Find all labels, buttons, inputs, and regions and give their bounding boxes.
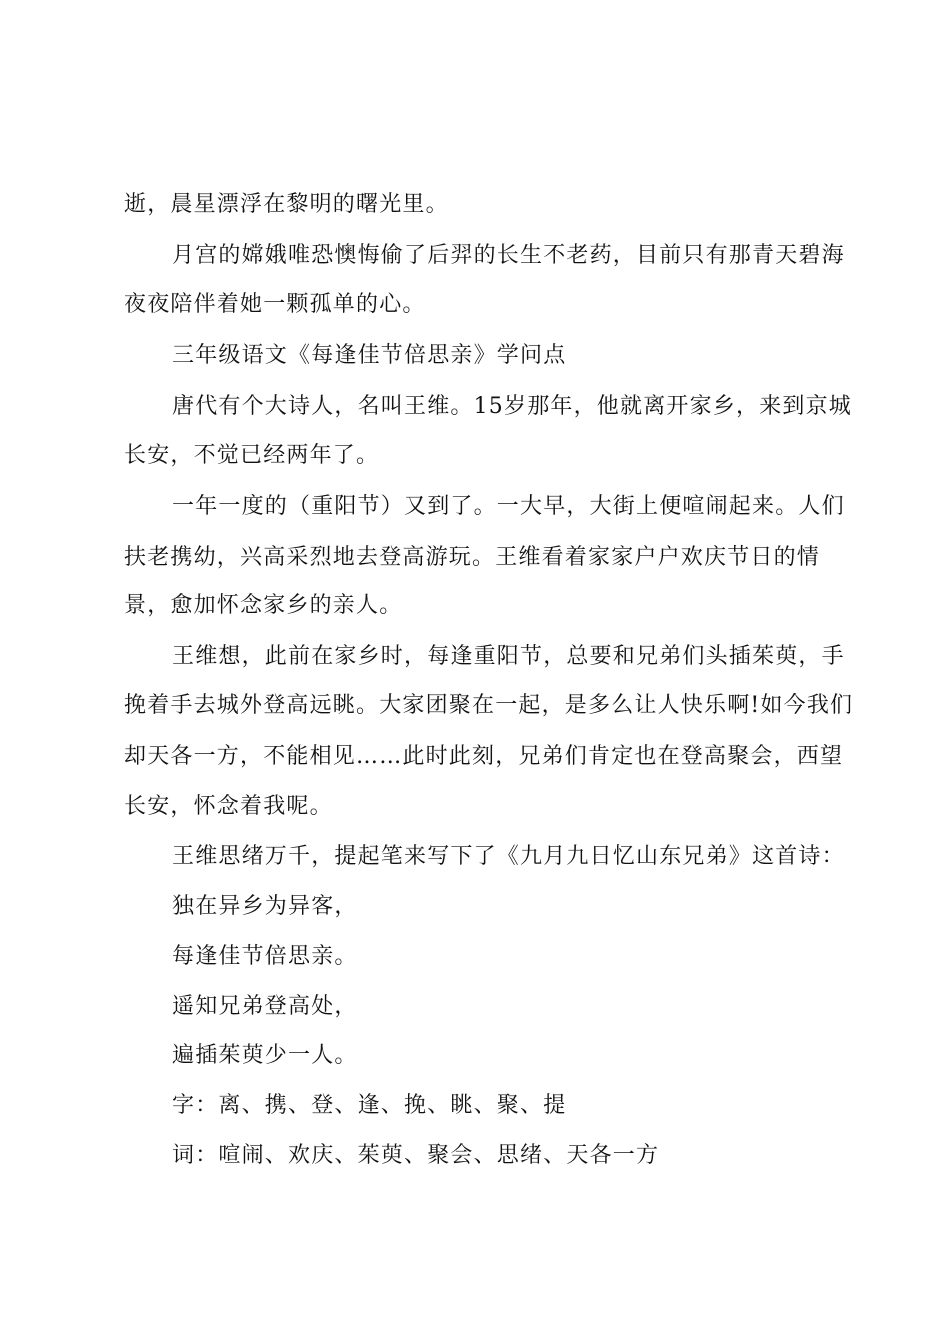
poem-line-3: 遥知兄弟登高处， [172,994,358,1019]
text-line-2: 月宫的嫦娥唯恐懊悔偷了后羿的长生不老药，目前只有那青天碧海 [172,243,845,268]
poem-line-4: 遍插茱萸少一人。 [172,1043,358,1068]
poem-line-2: 每逢佳节倍思亲。 [172,944,358,969]
section-heading: 三年级语文《每逢佳节倍思亲》学问点 [172,343,567,368]
text-line-12: 却天各一方，不能相见……此时此刻，兄弟们肯定也在登高聚会，西望 [124,744,844,769]
words-list: 词：喧闹、欢庆、茱萸、聚会、思绪、天各一方 [172,1143,660,1168]
text-line-9: 景，愈加怀念家乡的亲人。 [124,593,403,618]
text-line-10: 王维想，此前在家乡时，每逢重阳节，总要和兄弟们头插茱萸，手 [172,644,845,669]
text-line-6: 长安，不觉已经两年了。 [124,443,380,468]
text-line-14: 王维思绪万千，提起笔来写下了《九月九日忆山东兄弟》这首诗： [172,844,845,869]
text-line-5: 唐代有个大诗人，名叫王维。15岁那年，他就离开家乡，来到京城 [172,394,852,419]
text-line-13: 长安，怀念着我呢。 [124,794,333,819]
text-line-1: 逝，晨星漂浮在黎明的曙光里。 [124,192,449,217]
characters-list: 字：离、携、登、逢、挽、眺、聚、提 [172,1093,567,1118]
text-line-8: 扶老携幼，兴高采烈地去登高游玩。王维看着家家户户欢庆节日的情 [124,545,821,570]
text-line-3: 夜夜陪伴着她一颗孤单的心。 [124,292,426,317]
text-line-7: 一年一度的（重阳节）又到了。一大早，大街上便喧闹起来。人们 [172,494,845,519]
poem-line-1: 独在异乡为异客， [172,894,358,919]
text-line-11: 挽着手去城外登高远眺。大家团聚在一起，是多么让人快乐啊!如今我们 [124,693,854,718]
